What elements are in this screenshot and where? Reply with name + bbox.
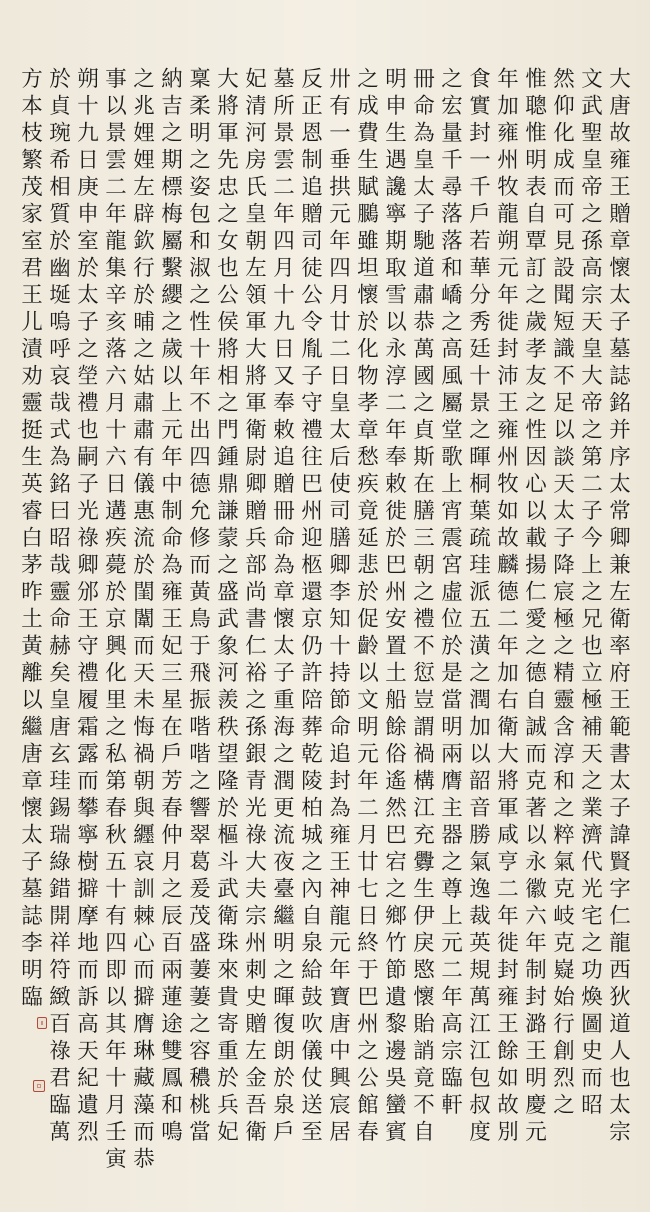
text-column: 於貞琬希相質於幽埏嗚呼哀哉式為銘曰昭哉靈命赫矣皇唐玄珪錫瑞綠錯開祥符緻百祿君臨萬 bbox=[49, 67, 71, 1145]
text-column: 之宏量千尋落落和嶠之高風屬堂歌上宵震宮虛位於是當明兩膺主器之尊上元二年高宗臨軒 bbox=[441, 67, 463, 1118]
text-column: 年加雍州牧龍朔元年徙封沛王雍州牧如故麟德二年加右衛大將軍咸亨二年徙封雍王餘如故別 bbox=[497, 67, 519, 1145]
text-column: 反正恩制追贈司徒公令胤子守禮往巴州迎柩還京仍許陪葬乾陵柏城之內自泉給鼓吹儀仗送至 bbox=[301, 67, 323, 1145]
text-column: 大唐故雍王贈章懷太子墓誌銘并序太常卿兼左衛率府王範書太子諱賢字仁龍西狄道人也太宗 bbox=[609, 67, 631, 1145]
seal-stamp-lower bbox=[33, 1080, 45, 1092]
text-column: 冊命為皇太子馳道肅恭萬國之貞斯在膳三朝之禮不愆豈謂禍構江充釁生伊戾愍懷貽誚竟不自 bbox=[413, 67, 435, 1145]
text-column: 妃清河房氏皇朝左領軍大將軍衛尉卿贈兵部尚書仁裕之孫銀青光祿大夫宗州刺史贈左金吾衛 bbox=[245, 67, 267, 1145]
text-column: 卅有一垂拱元年四月廿二日皇太后使司膳卿李知十持節命追封為雍王神龍元年寶唐中興宸居 bbox=[329, 67, 351, 1145]
text-column: 惟聰惟明表自覃訂之歲孝友之性因心以載揚仁愛之德自誠而克著以永徽六年制封潞王明慶元 bbox=[525, 67, 547, 1145]
text-column: 納吉之期標梅屬繫纓之歲以上元年中制命為雍王妃三星在戶芳春仲月之辰百兩蓮途雙鳳和鳴 bbox=[161, 67, 183, 1145]
seal-stamp-upper bbox=[37, 1017, 47, 1029]
text-column: 然仰化成而可見設聞短識不足以談天太子降宸極之精靈含淳和之粹氣克岐克嶷始行創烈之 bbox=[553, 67, 575, 1118]
text-column: 食實封一千戶若華分秀廷十景之暉桐葉疏珪派五潢之潤加以韶音勝氣逸裁英規萬江江包叔度 bbox=[469, 67, 491, 1145]
text-column: 大將軍先忠之女也公侯將相之門鍾鼎謙蒙之盛武象河羨秩望隆於樞斗武衛珠來貴寄重於兵妃 bbox=[217, 67, 239, 1145]
text-column: 文武聖皇帝之孫高宗天皇大帝之第二子今上之兄也立極補天之業濟代光宅之功煥圖史而昭 bbox=[581, 67, 603, 1118]
text-column: 朔十九日庚申室於太子之塋禮也嗣子光祿卿邠王守禮履霜露而攀寧樹擗摩地而訴高天紀遺烈 bbox=[77, 67, 99, 1145]
text-column: 稟柔明之姿包和淑之性十年不出四德允修而黃鳥于飛振喈喈之響翠葛爰茂盛萋萋之容穠桃當 bbox=[189, 67, 211, 1145]
text-column: 墓所景雲二年四月十九日又奉敕追贈冊命為章懷太子重海之潤更流夜臺繼明之暉復朗於泉戶 bbox=[273, 67, 295, 1145]
text-column: 明申生遇讒寧期取雪以永淳二年奉敕徙於巴州安置土船餘俗遙然巴宕之鄉竹節遺黎邊吳蠻賓 bbox=[385, 67, 407, 1145]
text-column: 事以景雲二年龍集辛亥落六月十六日遘疾薨於京興化里之私第春秋五十有四即以其年十月壬寅 bbox=[105, 67, 127, 1172]
text-column: 之成費生賦鵩雖坦懷於化物孝章愁疾竟延悲於促齡以文明元年二月廿七日終于巴州之公館春 bbox=[357, 67, 379, 1145]
text-column: 之兆娌娌左辟欽行於晡之姑肅肅有儀惠流於閨闈而天未悔禍朝與纒哀訓棘心而擗膺琳藏藻而恭 bbox=[133, 67, 155, 1172]
text-column: 方本枝繁茂家室君王儿漬劝靈挺生英睿白茅昨土黃離以繼唐章懷太子墓誌李明臨 bbox=[21, 67, 43, 1010]
